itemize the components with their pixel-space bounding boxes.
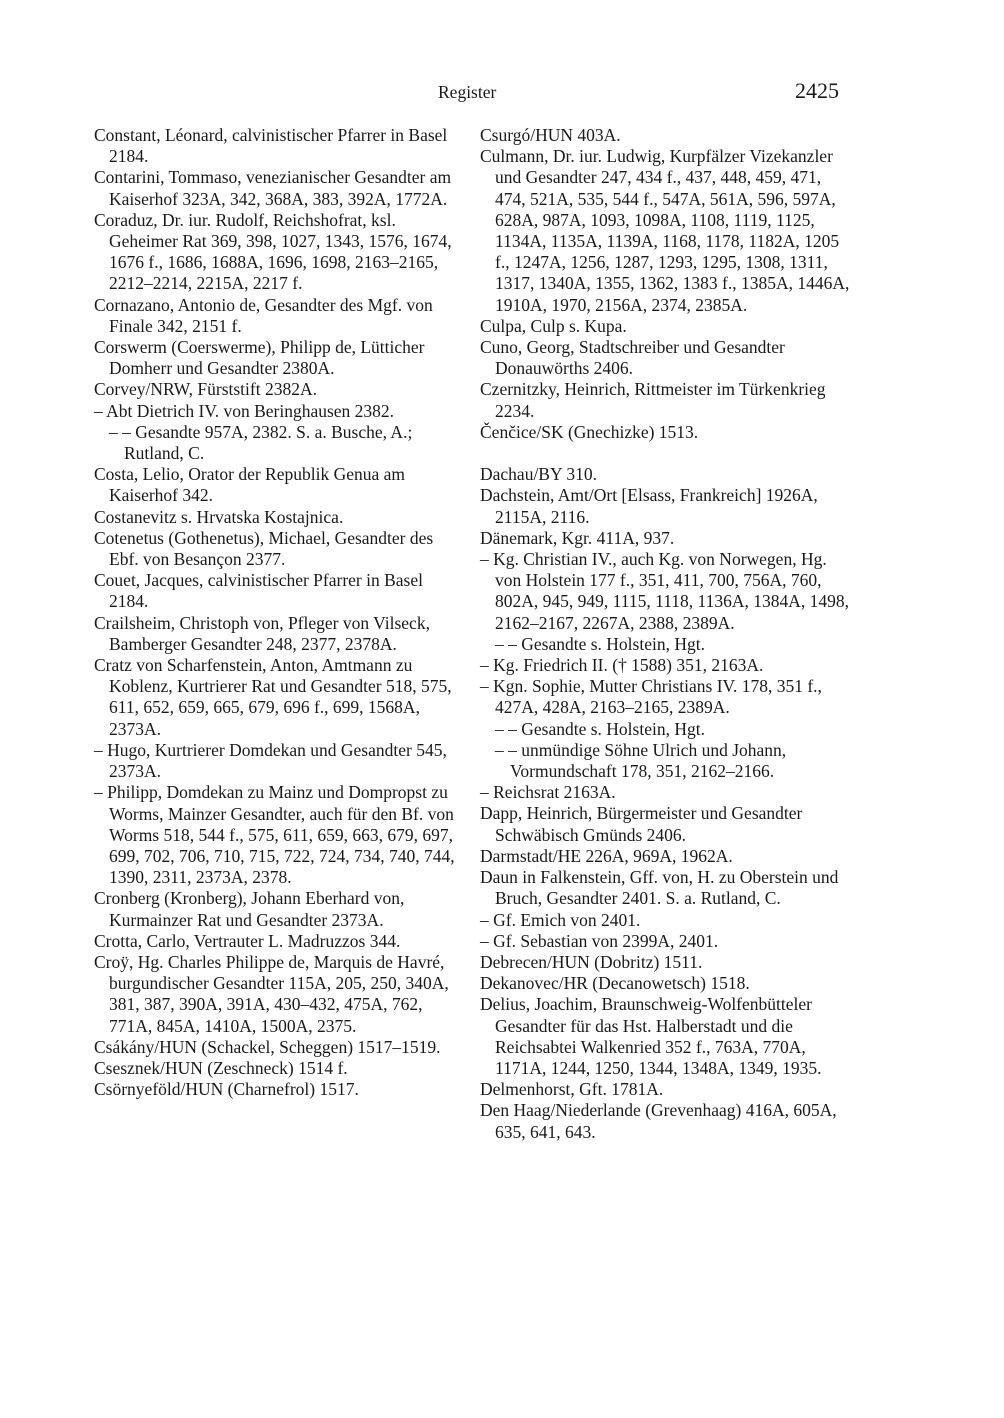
index-entry: Dekanovec/HR (Decanowetsch) 1518. bbox=[480, 973, 750, 994]
index-entry: Csurgó/HUN 403A. bbox=[480, 125, 621, 145]
index-entry: Czernitzky, Heinrich, Rittmeister im Türkenkrieg 2234. bbox=[480, 379, 826, 421]
page-number: 2425 bbox=[795, 78, 839, 103]
index-entry: Den Haag/Niederlande (Grevenhaag) 416A, 605A, 635, 641, 643. bbox=[480, 1100, 837, 1142]
index-entry: Cratz von Scharfenstein, Anton, Amtmann zu Koblenz, Kurtrierer Rat und Gesandter 518, 575, 611, 652, 659, 665, 679, 696 f., 699, 1568A, 2373A. bbox=[94, 655, 452, 739]
index-entry: – Hugo, Kurtrierer Domdekan und Gesandter 545, 2373A. bbox=[94, 739, 447, 782]
letter-section-gap bbox=[480, 443, 852, 464]
index-entry: – Reichsrat 2163A. bbox=[480, 782, 616, 803]
index-entry: – Kg. Friedrich II. († 1588) 351, 2163A. bbox=[480, 655, 764, 676]
index-entry: – – Gesandte s. Holstein, Hgt. bbox=[495, 633, 705, 654]
left-index-column bbox=[94, 125, 466, 1100]
index-entry: Cornazano, Antonio de, Gesandter des Mgf. von Finale 342, 2151 f. bbox=[94, 294, 433, 336]
index-entry: Dachau/BY 310. bbox=[480, 464, 597, 485]
index-entry: – – unmündige Söhne Ulrich und Johann, Vormundschaft 178, 351, 2162–2166. bbox=[495, 739, 787, 782]
index-entry: – Kgn. Sophie, Mutter Christians IV. 178, 351 f., 427A, 428A, 2163–2165, 2389A. bbox=[480, 676, 822, 718]
index-entry: – Abt Dietrich IV. von Beringhausen 2382. bbox=[94, 400, 395, 421]
index-entry: – – Gesandte s. Holstein, Hgt. bbox=[495, 718, 705, 739]
index-entry: Corvey/NRW, Fürststift 2382A. bbox=[94, 379, 317, 400]
index-entry: Cuno, Georg, Stadtschreiber und Gesandter Donauwörths 2406. bbox=[480, 337, 785, 379]
index-entry: Dapp, Heinrich, Bürgermeister und Gesandter Schwäbisch Gmünds 2406. bbox=[480, 803, 803, 845]
index-entry: – – Gesandte 957A, 2382. S. a. Busche, A.; Rutland, C. bbox=[109, 421, 413, 464]
index-entry: – Gf. Emich von 2401. bbox=[480, 909, 641, 930]
index-entry: – Gf. Sebastian von 2399A, 2401. bbox=[480, 930, 719, 951]
index-entry: Crotta, Carlo, Vertrauter L. Madruzzos 344. bbox=[94, 930, 401, 951]
index-entry: Culpa, Culp s. Kupa. bbox=[480, 315, 627, 336]
index-entry: Daun in Falkenstein, Gff. von, H. zu Oberstein und Bruch, Gesandter 2401. S. a. Rutland, C. bbox=[480, 867, 839, 909]
index-entry: Croÿ, Hg. Charles Philippe de, Marquis de Havré, burgundischer Gesandter 115A, 205, 250, 340A, 381, 387, 390A, 391A, 430–432, 475A, 762, 771A, 845A, 1410A, 1500A, 2375. bbox=[94, 951, 449, 1036]
index-entry: Contarini, Tommaso, venezianischer Gesandter am Kaiserhof 323A, 342, 368A, 383, 392A, 1772A. bbox=[94, 167, 452, 209]
index-entry: Darmstadt/HE 226A, 969A, 1962A. bbox=[480, 845, 733, 866]
index-entry: Corswerm (Coerswerme), Philipp de, Lütticher Domherr und Gesandter 2380A. bbox=[94, 337, 425, 379]
index-entry: Costa, Lelio, Orator der Republik Genua am Kaiserhof 342. bbox=[94, 464, 406, 506]
index-entry: Delius, Joachim, Braunschweig-Wolfenbütteler Gesandter für das Hst. Halberstadt und die Reichsabtei Walkenried 352 f., 763A, 770A, 1171A, 1244, 1250, 1344, 1348A, 1349, 1935. bbox=[480, 994, 822, 1078]
index-entry: Csörnyeföld/HUN (Charnefrol) 1517. bbox=[94, 1079, 359, 1100]
index-entry: Cronberg (Kronberg), Johann Eberhard von, Kurmainzer Rat und Gesandter 2373A. bbox=[94, 888, 405, 930]
running-head: Register bbox=[438, 82, 497, 102]
index-entry: Costanevitz s. Hrvatska Kostajnica. bbox=[94, 506, 344, 527]
index-entry: Cotenetus (Gothenetus), Michael, Gesandter des Ebf. von Besançon 2377. bbox=[94, 527, 434, 570]
index-entry: Crailsheim, Christoph von, Pfleger von Vilseck, Bamberger Gesandter 248, 2377, 2378A. bbox=[94, 612, 430, 654]
index-entry: Culmann, Dr. iur. Ludwig, Kurpfälzer Vizekanzler und Gesandter 247, 434 f., 437, 448, 459, 471, 474, 521A, 535, 544 f., 547A, 561A, 596, 597A, 628A, 987A, 1093, 1098A, 1108, 1119, 1125, 1134A, 1135A, 1139A, 1168, 1178, 1182A, 1205 f., 1247A, 1256, 1287, 1293, 1295, 1308, 1311, 1317, 1340A, 1355, 1362, 1383 f., 1385A, 1446A, 1910A, 1970, 2156A, 2374, 2385A. bbox=[480, 146, 850, 315]
index-entry: – Philipp, Domdekan zu Mainz und Dompropst zu Worms, Mainzer Gesandter, auch für den Bf. von Worms 518, 544 f., 575, 611, 659, 663, 679, 697, 699, 702, 706, 710, 715, 722, 724, 734, 740, 744, 1390, 2311, 2373A, 2378. bbox=[94, 782, 455, 888]
index-entry: Coraduz, Dr. iur. Rudolf, Reichshofrat, ksl. Geheimer Rat 369, 398, 1027, 1343, 1576, 1674, 1676 f., 1686, 1688A, 1696, 1698, 2163–2165, 2212–2214, 2215A, 2217 f. bbox=[94, 209, 452, 294]
index-entry: Delmenhorst, Gft. 1781A. bbox=[480, 1079, 664, 1100]
index-entry: Debrecen/HUN (Dobritz) 1511. bbox=[480, 951, 703, 972]
index-entry: Couet, Jacques, calvinistischer Pfarrer in Basel 2184. bbox=[94, 570, 423, 612]
index-entry: Constant, Léonard, calvinistischer Pfarrer in Basel 2184. bbox=[94, 125, 448, 167]
index-entry: Csákány/HUN (Schackel, Scheggen) 1517–1519. bbox=[94, 1036, 441, 1057]
right-index-column bbox=[480, 125, 852, 1143]
index-entry: Dänemark, Kgr. 411A, 937. bbox=[480, 527, 675, 548]
index-entry: Čenčice/SK (Gnechizke) 1513. bbox=[480, 421, 699, 442]
index-entry: – Kg. Christian IV., auch Kg. von Norwegen, Hg. von Holstein 177 f., 351, 411, 700, 756A, 760, 802A, 945, 949, 1115, 1118, 1136A, 1384A, 1498, 2162–2167, 2267A, 2388, 2389A. bbox=[480, 549, 850, 633]
index-entry: Dachstein, Amt/Ort [Elsass, Frankreich] 1926A, 2115A, 2116. bbox=[480, 485, 818, 527]
index-entry: Csesznek/HUN (Zeschneck) 1514 f. bbox=[94, 1057, 348, 1078]
